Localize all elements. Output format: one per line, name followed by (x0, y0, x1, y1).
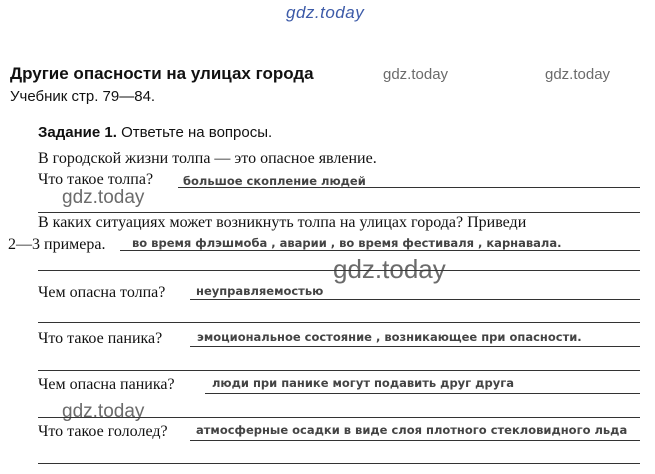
task-instruction: Ответьте на вопросы. (121, 124, 273, 141)
watermark-q1: gdz.today (62, 187, 145, 208)
task-heading (38, 124, 272, 141)
watermark-bottom: gdz.today (62, 401, 145, 422)
answer-line (178, 187, 640, 188)
answer-line (38, 270, 640, 271)
question-5: Чем опасна паника? (38, 376, 175, 393)
question-4: Что такое паника? (38, 330, 163, 347)
answer-2: во время флэшмоба , аварии , во время фестиваля , карнавала. (132, 236, 562, 250)
watermark-title-inline: gdz.today (383, 66, 449, 83)
answer-line (38, 322, 640, 323)
page-subtitle: Учебник стр. 79—84. (10, 88, 156, 105)
answer-line (120, 250, 640, 251)
answer-line (38, 417, 640, 418)
answer-6: атмосферные осадки в виде слоя плотного стекловидного льда (196, 423, 628, 437)
page-title: Другие опасности на улицах города (10, 64, 314, 83)
watermark-top: gdz.today (286, 3, 365, 22)
question-2-line2: 2—3 примера. (8, 236, 106, 253)
intro-text: В городской жизни толпа — это опасное явление. (38, 150, 377, 167)
answer-3: неуправляемостью (196, 284, 324, 298)
answer-line (190, 299, 640, 300)
answer-line (38, 212, 640, 213)
watermark-right: gdz.today (545, 66, 611, 83)
answer-line (190, 440, 640, 441)
answer-line (38, 463, 640, 464)
task-number: Задание 1. (38, 124, 117, 141)
answer-line (205, 393, 640, 394)
answer-line (190, 346, 640, 347)
question-1: Что такое толпа? (38, 171, 154, 188)
answer-5: люди при панике могут подавить друг друга (212, 376, 514, 390)
answer-line (38, 370, 640, 371)
answer-4: эмоциональное состояние , возникающее при опасности. (197, 330, 582, 344)
question-3: Чем опасна толпа? (38, 284, 166, 301)
watermark-middle: gdz.today (333, 254, 446, 284)
question-2-line1: В каких ситуациях может возникнуть толпа на улицах города? Приведи (38, 214, 527, 231)
question-6: Что такое гололед? (38, 423, 168, 440)
answer-1: большое скопление людей (183, 174, 366, 188)
